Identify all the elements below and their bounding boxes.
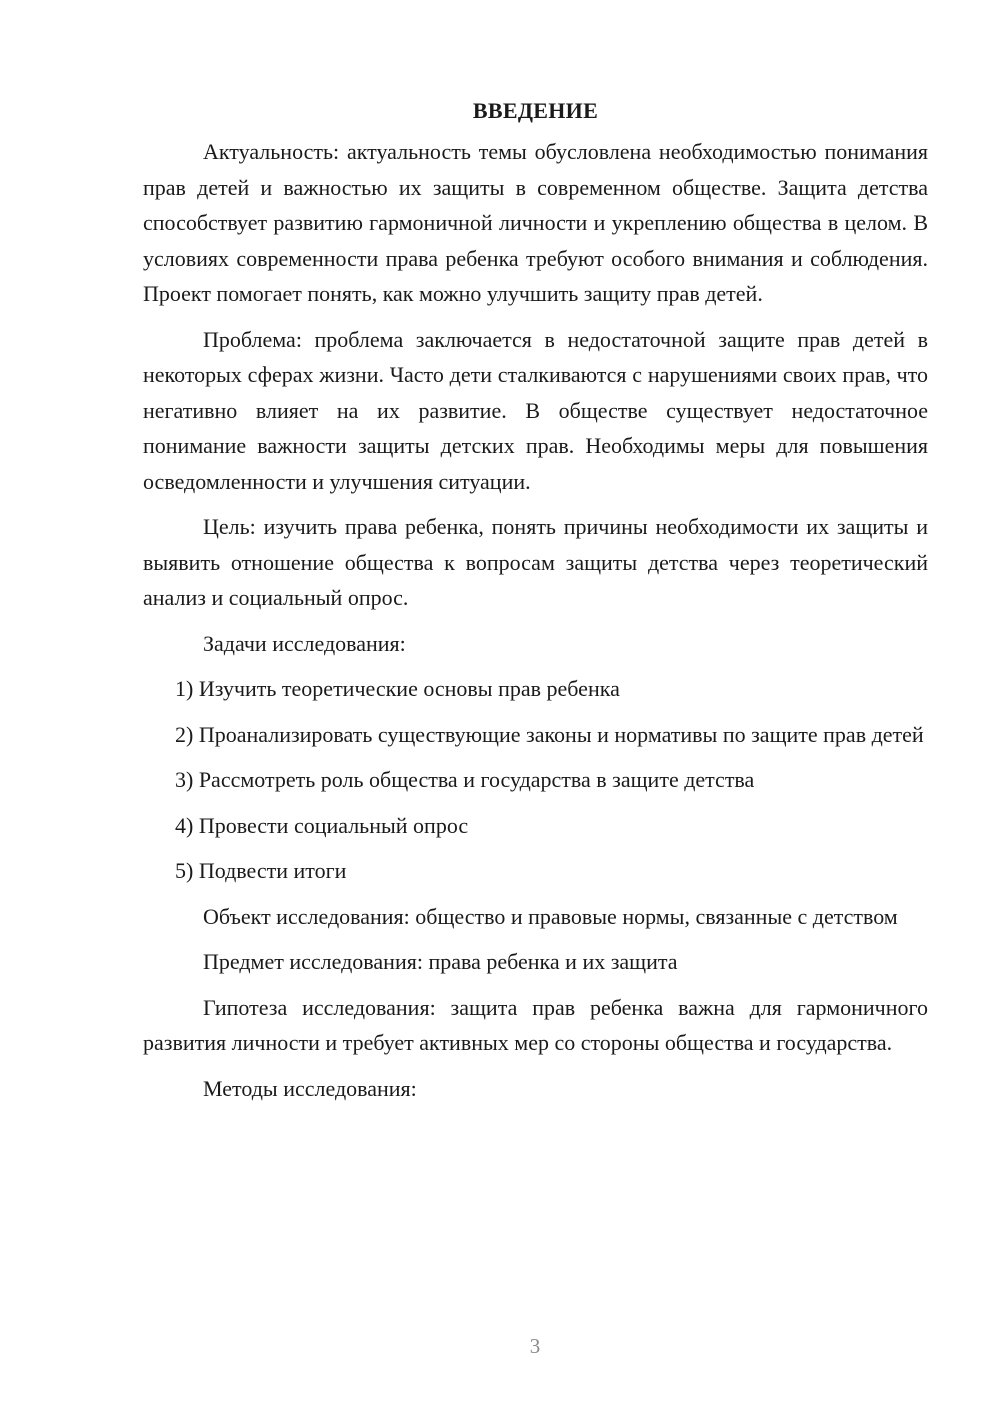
paragraph-object: Объект исследования: общество и правовые нормы, связанные с детством <box>203 903 898 929</box>
task-item-5: 5) Подвести итоги <box>175 858 347 883</box>
task-item-4: 4) Провести социальный опрос <box>175 812 469 838</box>
task-item-3: 3) Рассмотреть роль общества и государства в защите детства <box>175 767 755 792</box>
document-page <box>143 96 928 1116</box>
paragraph-tasks-heading: Задачи исследования: <box>203 630 406 656</box>
task-item-1: 1) Изучить теоретические основы прав ребенка <box>175 676 620 701</box>
paragraph-relevance: Актуальность: актуальность темы обусловлена необходимостью понимания прав детей и важностью их защиты в современном обществе. Защита детства способствует развитию гармоничной личности и укреплению общества в целом. В условиях современности права ребенка требуют особого внимания и соблюдения. Проект помогает понять, как можно улучшить защиту прав детей. <box>143 139 928 306</box>
page-title: ВВЕДЕНИЕ <box>472 98 599 123</box>
task-item-2: 2) Проанализировать существующие законы и нормативы по защите прав детей <box>175 721 924 747</box>
paragraph-problem: Проблема: проблема заключается в недостаточной защите прав детей в некоторых сферах жизни. Часто дети сталкиваются с нарушениями своих прав, что негативно влияет на их развитие. В обществе существует недостаточное понимание важности защиты детских прав. Необходимы меры для повышения осведомленности и улучшения ситуации. <box>143 326 928 494</box>
paragraph-goal: Цель: изучить права ребенка, понять причины необходимости их защиты и выявить отношение общества к вопросам защиты детства через теоретический анализ и социальный опрос. <box>143 514 928 610</box>
page-number: 3 <box>529 1334 541 1358</box>
paragraph-methods: Методы исследования: <box>203 1075 417 1101</box>
paragraph-subject: Предмет исследования: права ребенка и их защита <box>203 949 678 974</box>
paragraph-hypothesis: Гипотеза исследования: защита прав ребенка важна для гармоничного развития личности и требует активных мер со стороны общества и государства. <box>143 994 928 1055</box>
